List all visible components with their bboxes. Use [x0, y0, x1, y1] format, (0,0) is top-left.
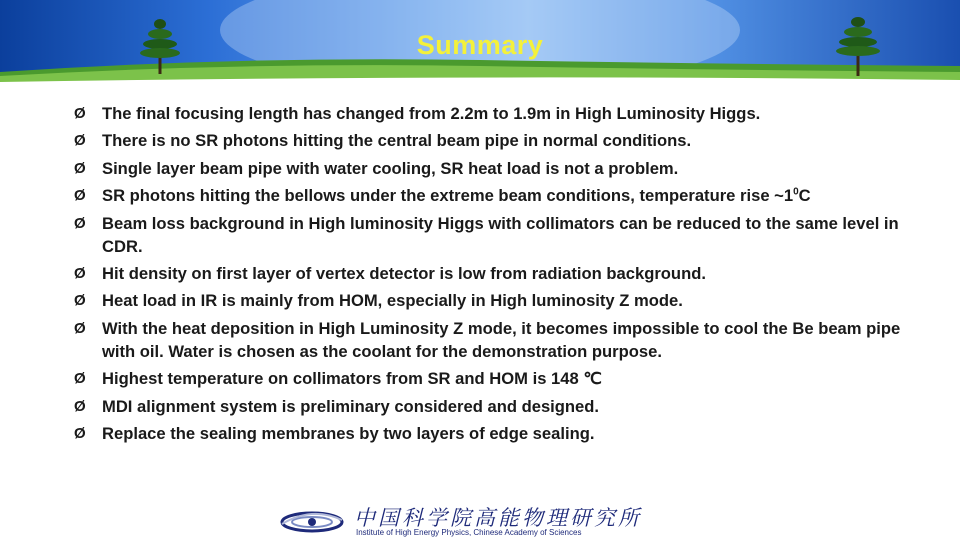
- arrow-bullet-icon: Ø: [74, 424, 86, 442]
- institute-name-chinese: 中国科学院高能物理研究所: [354, 506, 642, 530]
- bullet-item: Ø Beam loss background in High luminosity Higgs with collimators can be reduced to the same level in CDR.: [74, 213, 899, 256]
- arrow-bullet-icon: Ø: [74, 132, 86, 150]
- bullet-item: Ø There is no SR photons hitting the central beam pipe in normal conditions.: [74, 131, 692, 151]
- arrow-bullet-icon: Ø: [74, 319, 86, 337]
- arrow-bullet-icon: Ø: [74, 292, 86, 310]
- slide-title: Summary: [416, 30, 544, 60]
- institute-name-english: Institute of High Energy Physics, Chinese Academy of Sciences: [356, 528, 582, 537]
- ihep-logo-icon: [276, 500, 348, 540]
- bullet-item: Ø SR photons hitting the bellows under the extreme beam conditions, temperature rise $\sim 1^0C$: [74, 186, 811, 206]
- bullet-item: Ø MDI alignment system is preliminary considered and designed.: [74, 396, 600, 416]
- bullet-item: Ø Replace the sealing membranes by two layers of edge sealing.: [74, 423, 595, 443]
- bullet-item: Ø Heat load in IR is mainly from HOM, especially in High luminosity Z mode.: [74, 291, 683, 311]
- arrow-bullet-icon: Ø: [74, 397, 86, 415]
- institute-footer-logo: [276, 500, 642, 540]
- bullet-item: Ø Highest temperature on collimators from SR and HOM is 148 ℃: [74, 369, 602, 389]
- bullet-item: Ø Single layer beam pipe with water cooling, SR heat load is not a problem.: [74, 158, 679, 178]
- arrow-bullet-icon: Ø: [74, 159, 86, 177]
- bullet-item: Ø Hit density on first layer of vertex detector is low from radiation background.: [74, 263, 706, 283]
- bullet-item: Ø The final focusing length has changed from 2.2m to 1.9m in High Luminosity Higgs.: [74, 104, 761, 123]
- slide-header-banner: [0, 0, 960, 88]
- arrow-bullet-icon: Ø: [74, 264, 86, 282]
- summary-bullet-list: [74, 102, 904, 449]
- arrow-bullet-icon: Ø: [74, 370, 86, 388]
- arrow-bullet-icon: Ø: [74, 187, 86, 205]
- arrow-bullet-icon: Ø: [74, 214, 86, 232]
- arrow-bullet-icon: Ø: [74, 105, 86, 122]
- bullet-item: Ø With the heat deposition in High Luminosity Z mode, it becomes impossible to cool the Be beam pipe with oil. Water is chosen as the coolant for the demonstration purpose.: [74, 318, 901, 361]
